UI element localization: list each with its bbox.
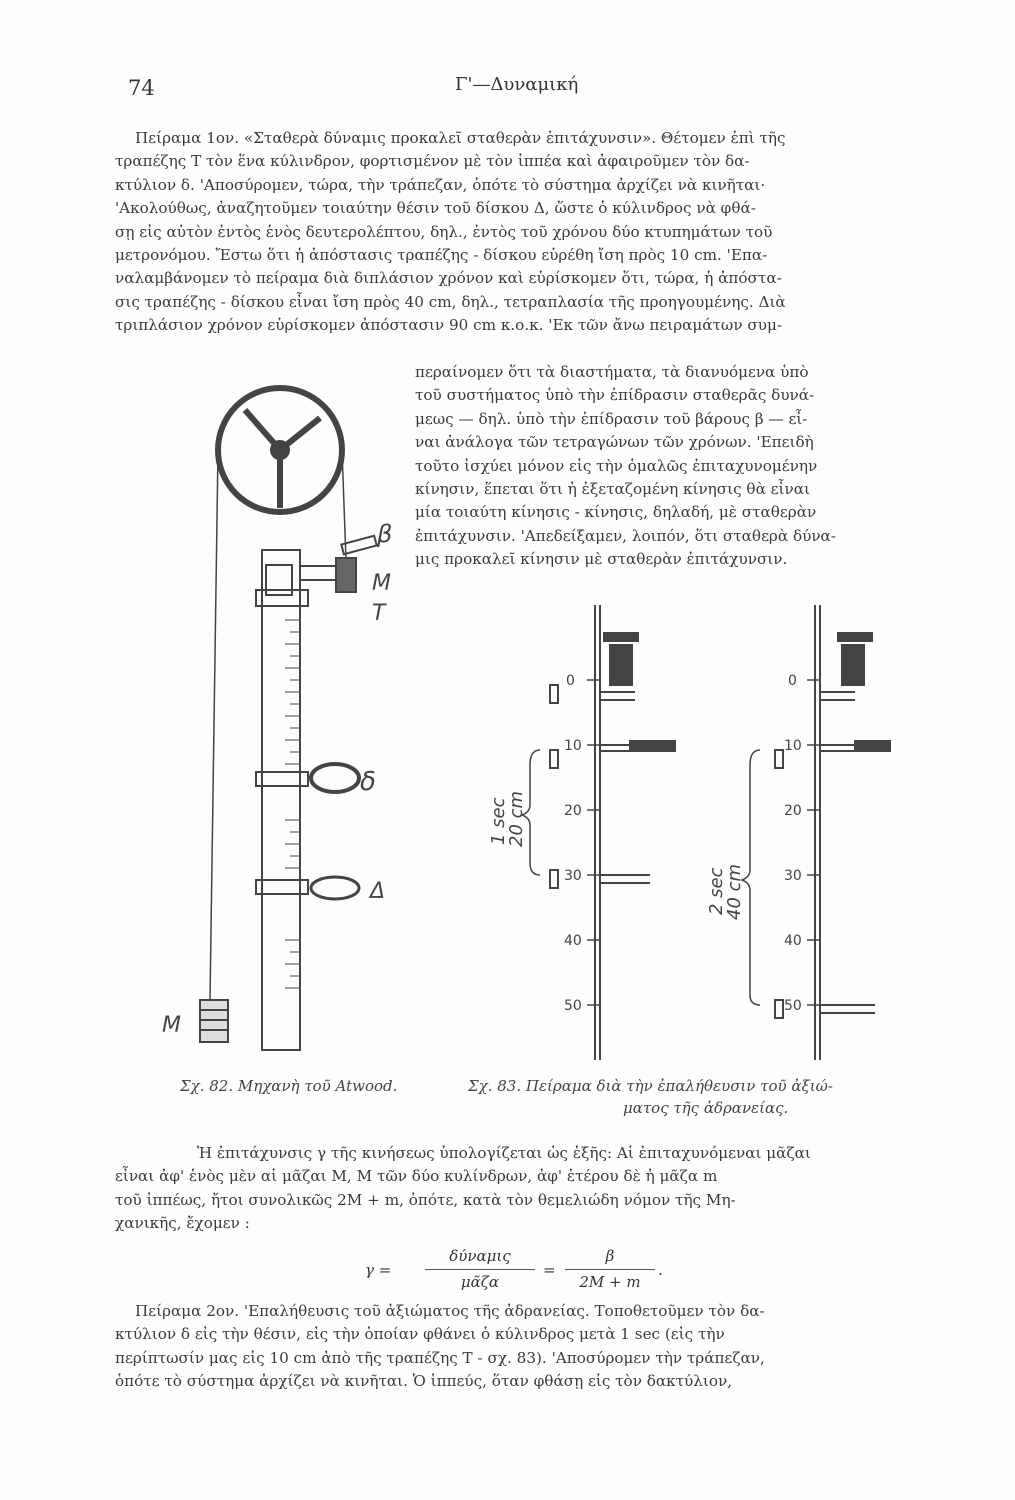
figure-83-scales — [470, 605, 910, 1070]
fraction-bar — [565, 1269, 655, 1270]
label-d: δ — [360, 767, 376, 797]
left-time-label: 1 sec — [488, 797, 509, 845]
paragraph-experiment-1 — [115, 127, 930, 338]
page-number: 74 — [128, 76, 155, 100]
tick-label: 50 — [784, 998, 802, 1014]
right-time-label: 2 sec — [706, 867, 727, 915]
running-head: Γ'—Δυναμική — [455, 74, 579, 95]
figure-82-atwood-machine — [150, 380, 410, 1070]
text-line: μεως — δηλ. ὑπὸ τὴν ἐπίδρασιν τοῦ βάρους β — εἶ- — [415, 409, 808, 428]
text-line: σῃ εἰς αὐτὸν ἐντὸς ἑνὸς δευτερολέπτου, δηλ., ἐντὸς τοῦ χρόνου δύο κτυπημάτων τοῦ — [115, 222, 773, 241]
right-distance-label: 40 cm — [724, 863, 745, 920]
formula-numerator-1: δύναμις — [449, 1247, 511, 1265]
tick-label: 0 — [566, 673, 575, 689]
text-line: κτύλιον δ. 'Αποσύρομεν, τώρα, τὴν τράπεζαν, ὁπότε τὸ σύστημα ἀρχίζει νὰ κινῆται· — [115, 175, 766, 194]
text-line: Πείραμα 1ον. «Σταθερὰ δύναμις προκαλεῖ σταθερὰν ἐπιτάχυνσιν». Θέτομεν ἐπὶ τῆς — [135, 129, 786, 147]
formula-lhs: γ = — [365, 1261, 392, 1279]
tick-label: 0 — [788, 673, 797, 689]
text-line: κτύλιον δ εἰς τὴν θέσιν, εἰς τὴν ὁποίαν φθάνει ὁ κύλινδρος μετὰ 1 sec (εἰς τὴν — [115, 1325, 725, 1344]
rider — [341, 536, 376, 554]
text-line: Ἡ ἐπιτάχυνσις γ τῆς κινήσεως ὑπολογίζεται ὡς ἑξῆς: Αἱ ἐπιταχυνόμεναι μᾶζαι — [197, 1144, 811, 1162]
text-line: χανικῆς, ἔχομεν : — [115, 1214, 250, 1233]
formula-numerator-2: β — [605, 1247, 615, 1265]
label-b: β — [377, 520, 393, 548]
ring-delta — [311, 764, 359, 792]
caption-number: Σχ. 82. — [180, 1077, 234, 1095]
text-line: τριπλάσιον χρόνον εὑρίσκομεν ἀπόστασιν 90 cm κ.ο.κ. 'Εκ τῶν ἄνω πειραμάτων συμ- — [115, 316, 782, 335]
figure-82-caption — [180, 1077, 397, 1095]
tick-label: 20 — [784, 803, 802, 819]
formula-denominator-2: 2M + m — [579, 1273, 641, 1291]
tick-label: 10 — [784, 738, 802, 754]
paragraph-acceleration — [115, 1142, 930, 1236]
text-line: 'Ακολούθως, ἀναζητοῦμεν τοιαύτην θέσιν τοῦ δίσκου Δ, ὥστε ὁ κύλινδρος νὰ φθά- — [115, 199, 756, 218]
caption-text: Μηχανὴ τοῦ Atwood. — [237, 1077, 398, 1095]
fraction-bar — [425, 1269, 535, 1270]
caption-number: Σχ. 83. — [468, 1077, 522, 1095]
label-T: Τ — [372, 601, 386, 626]
text-line: περίπτωσίν μας εἰς 10 cm ἀπὸ τῆς τραπέζης Τ - σχ. 83). 'Αποσύρομεν τὴν τράπεζαν, — [115, 1348, 765, 1367]
text-line: τοῦ ἱππέως, ἤτοι συνολικῶς 2Μ + m, ὁπότε, κατὰ τὸν θεμελιώδη νόμον τῆς Μη- — [115, 1190, 736, 1209]
left-cylinder — [610, 645, 632, 685]
figure-83-caption — [468, 1077, 833, 1095]
label-Delta: Δ — [370, 879, 386, 904]
tick-label: 20 — [564, 803, 582, 819]
vertical-column — [262, 550, 300, 1050]
paragraph-experiment-2 — [115, 1300, 930, 1394]
left-distance-label: 20 cm — [506, 790, 527, 847]
text-line: μις προκαλεῖ κίνησιν μὲ σταθερὰν ἐπιτάχυνσιν. — [415, 550, 788, 569]
text-line: ὁπότε τὸ σύστημα ἀρχίζει νὰ κινῆται. Ὁ ἱππεύς, ὅταν φθάσῃ εἰς τὸν δακτύλιον, — [115, 1372, 733, 1391]
tick-label: 10 — [564, 738, 582, 754]
acceleration-formula — [355, 1247, 675, 1297]
right-cylinder — [842, 645, 864, 685]
text-line: τοῦ συστήματος ὑπὸ τὴν ἐπίδρασιν σταθερᾶς δυνά- — [415, 386, 815, 405]
string-left — [210, 450, 218, 1000]
text-line: μετρονόμου. Ἔστω ὅτι ἡ ἀπόστασις τραπέζης - δίσκου εὑρέθη ἴση πρὸς 10 cm. 'Επα- — [115, 246, 768, 265]
formula-denominator-1: μᾶζα — [460, 1273, 500, 1291]
figure-83-caption-line-2: ματος τῆς ἀδρανείας. — [623, 1099, 789, 1117]
text-line: ἐπιτάχυνσιν. 'Απεδείξαμεν, λοιπόν, ὅτι σταθερὰ δύνα- — [415, 526, 836, 545]
tick-label: 40 — [564, 933, 582, 949]
text-line: μία τοιαύτη κίνησις - κίνησις, δηλαδή, μὲ σταθερὰν — [415, 503, 817, 522]
tick-label: 50 — [564, 998, 582, 1014]
text-line: εἶναι ἀφ' ἑνὸς μὲν αἱ μᾶζαι Μ, Μ τῶν δύο κυλίνδρων, ἀφ' ἑτέρου δὲ ἡ μᾶζα m — [115, 1167, 718, 1186]
formula-equals: = — [543, 1261, 556, 1279]
caption-text: Πείραμα διὰ τὴν ἐπαλήθευσιν τοῦ ἀξιώ- — [525, 1077, 833, 1095]
text-line: ναλαμβάνομεν τὸ πείραμα διὰ διπλάσιον χρόνον καὶ εὑρίσκομεν ὅτι, τώρα, ἡ ἀπόστα- — [115, 269, 782, 288]
tick-label: 30 — [564, 868, 582, 884]
text-line: Πείραμα 2ον. 'Επαλήθευσις τοῦ ἀξιώματος τῆς ἀδρανείας. Τοποθετοῦμεν τὸν δα- — [135, 1302, 765, 1320]
label-M-weight: Μ — [162, 1013, 181, 1038]
formula-period: . — [658, 1261, 663, 1279]
top-cylinder — [336, 558, 356, 592]
text-line: τοῦτο ἰσχύει μόνον εἰς τὴν ὁμαλῶς ἐπιταχυνομένην — [415, 456, 818, 475]
disc-Delta — [311, 877, 359, 899]
tick-label: 30 — [784, 868, 802, 884]
tick-label: 40 — [784, 933, 802, 949]
label-M-top: Μ — [372, 571, 391, 596]
text-line: τραπέζης Τ τὸν ἕνα κύλινδρον, φορτισμένον μὲ τὸν ἱππέα καὶ ἀφαιροῦμεν τὸν δα- — [115, 152, 750, 171]
text-line: περαίνομεν ὅτι τὰ διαστήματα, τὰ διανυόμενα ὑπὸ — [415, 363, 809, 381]
table-T — [300, 566, 340, 580]
text-line: σις τραπέζης - δίσκου εἶναι ἴση πρὸς 40 cm, δηλ., τετραπλασία τῆς προηγουμένης. Διὰ — [115, 292, 786, 311]
paragraph-conclusion — [415, 361, 930, 572]
text-line: ναι ἀνάλογα τῶν τετραγώνων τῶν χρόνων. 'Επειδὴ — [415, 433, 814, 452]
text-line: κίνησιν, ἕπεται ὅτι ἡ ἐξεταζομένη κίνησις θὰ εἶναι — [415, 480, 810, 499]
